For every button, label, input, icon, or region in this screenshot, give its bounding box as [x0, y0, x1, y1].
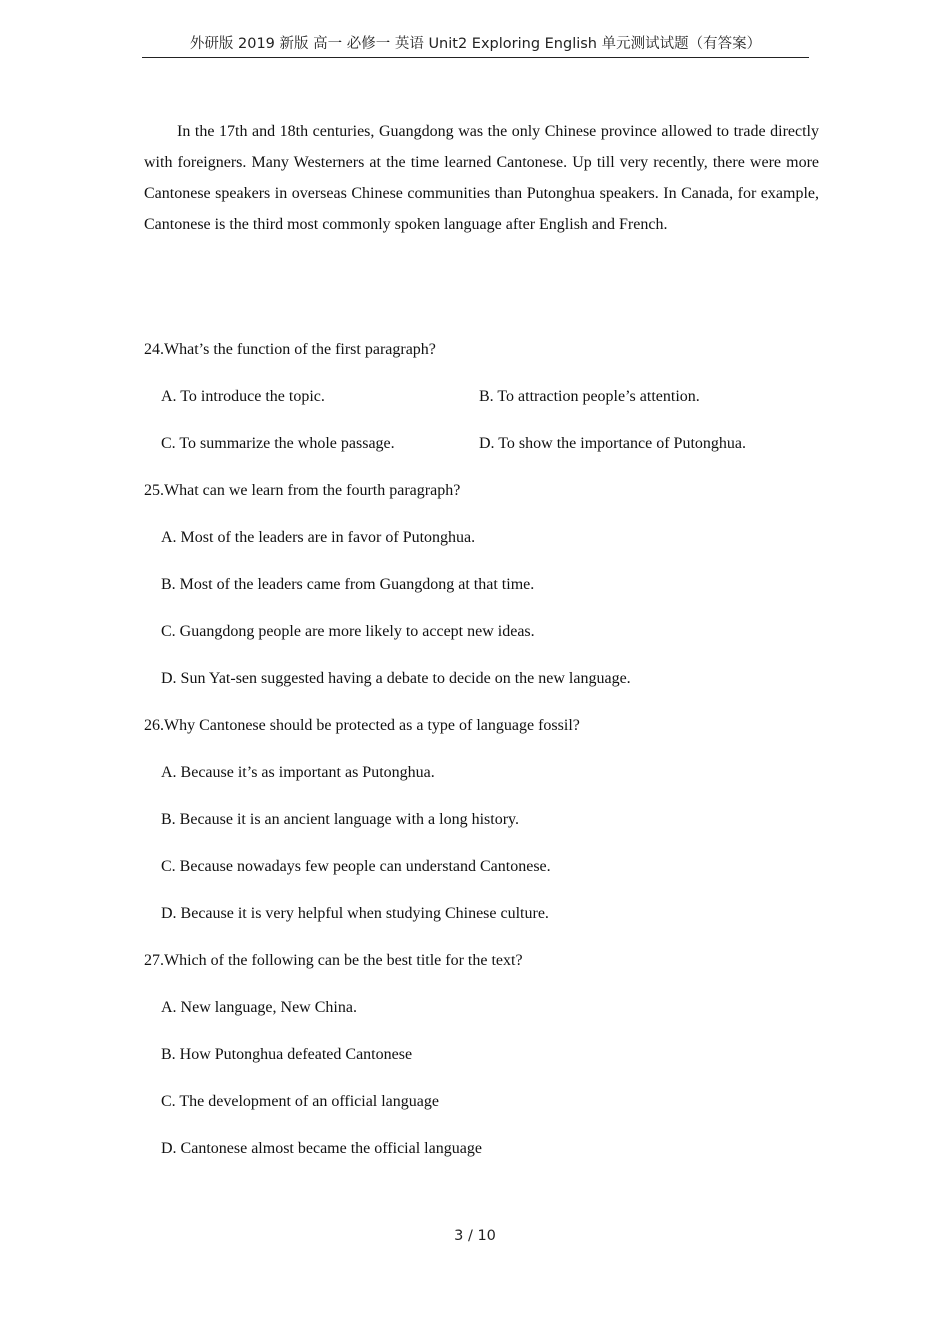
question-25-option-b: B. Most of the leaders came from Guangdong at that time. — [161, 576, 535, 593]
question-26-option-a: A. Because it’s as important as Putonghua. — [161, 764, 435, 781]
page-number: 3 / 10 — [454, 1228, 496, 1244]
question-26-option-b: B. Because it is an ancient language with a long history. — [161, 811, 519, 828]
question-27-option-b: B. How Putonghua defeated Cantonese — [161, 1046, 413, 1063]
question-24-option-a: A. To introduce the topic. — [161, 388, 325, 405]
question-24-option-c: C. To summarize the whole passage. — [161, 435, 395, 452]
question-26-option-c: C. Because nowadays few people can understand Cantonese. — [161, 858, 551, 875]
question-26-option-d: D. Because it is very helpful when studying Chinese culture. — [161, 905, 549, 922]
header-divider — [142, 57, 809, 58]
question-26-stem: 26.Why Cantonese should be protected as a type of language fossil? — [144, 717, 580, 734]
question-27-option-d: D. Cantonese almost became the official language — [161, 1140, 482, 1157]
question-25-stem: 25.What can we learn from the fourth paragraph? — [144, 482, 461, 499]
question-24-option-d: D. To show the importance of Putonghua. — [479, 435, 746, 452]
document-header: 外研版 2019 新版 高一 必修一 英语 Unit2 Exploring English 单元测试试题（有答案） — [189, 36, 762, 52]
question-27-option-a: A. New language, New China. — [161, 999, 357, 1016]
question-25-option-a: A. Most of the leaders are in favor of Putonghua. — [161, 529, 476, 546]
passage-paragraph: In the 17th and 18th centuries, Guangdong was the only Chinese province allowed to trade directly with foreigners. Many Westerners at the time learned Cantonese. Up till very recently, there were more Cantonese speakers in overseas Chinese communities than Putonghua speakers. In Canada, for example, Cantonese is the third most commonly spoken language after English and French. — [144, 123, 819, 233]
question-25-option-d: D. Sun Yat-sen suggested having a debate to decide on the new language. — [161, 670, 631, 687]
question-27-option-c: C. The development of an official language — [161, 1093, 439, 1110]
question-27-stem: 27.Which of the following can be the best title for the text? — [144, 952, 523, 969]
question-24-option-b: B. To attraction people’s attention. — [479, 388, 700, 405]
question-24-stem: 24.What’s the function of the first paragraph? — [144, 341, 436, 358]
question-25-option-c: C. Guangdong people are more likely to accept new ideas. — [161, 623, 535, 640]
